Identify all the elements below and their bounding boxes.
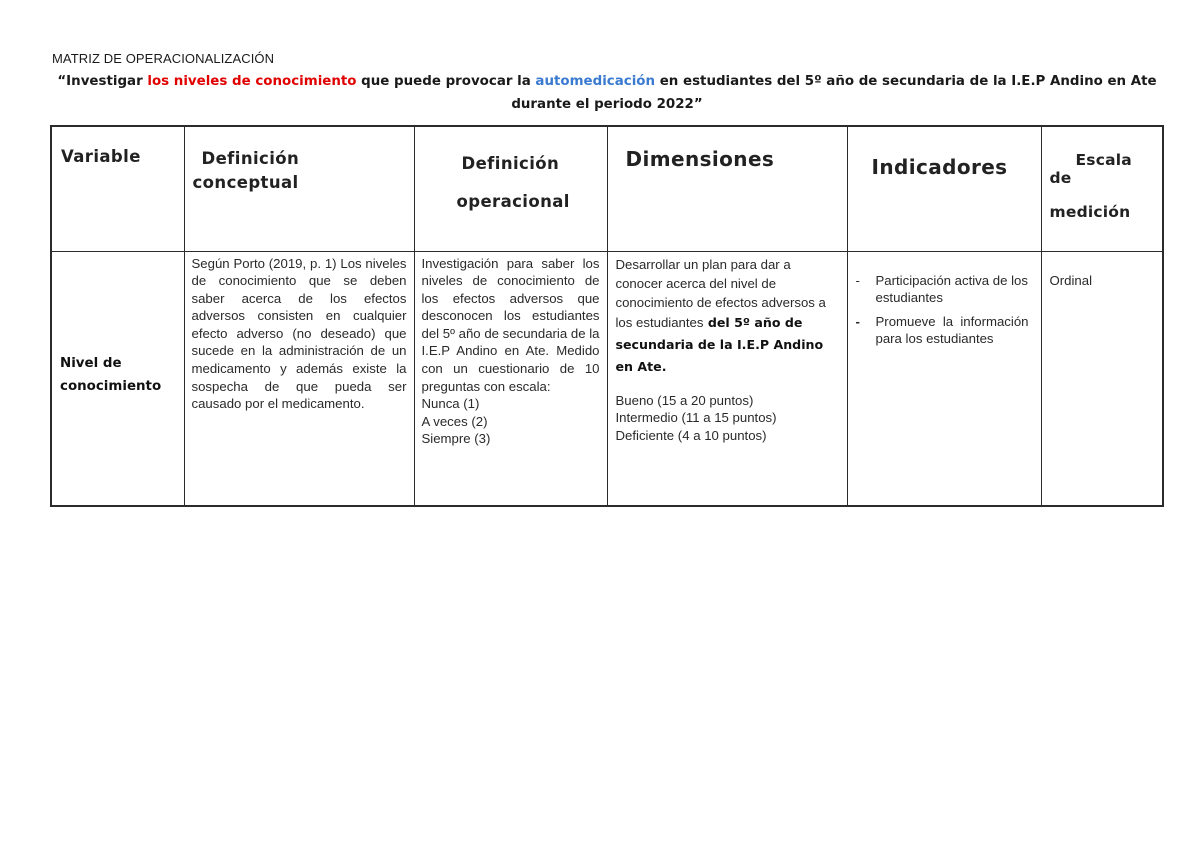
level-intermedio: Intermedio (11 a 15 puntos) — [615, 410, 777, 426]
cell-indicadores — [847, 251, 1041, 506]
cell-def-operacional — [414, 251, 607, 506]
table-row — [51, 251, 1163, 506]
dimensiones-content — [608, 252, 847, 445]
escala-value: Ordinal — [1049, 272, 1093, 288]
title-line-2: durante el periodo 2022” — [511, 97, 703, 112]
document-label: MATRIZ DE OPERACIONALIZACIÓN — [52, 51, 275, 66]
document-title — [52, 70, 1162, 116]
def-operacional-content — [415, 252, 607, 449]
header-def-operacional-line1: Definición — [461, 154, 560, 173]
dimensiones-bold: del 5º año de secundaria de la I.E.P Andino en Ate. — [615, 314, 824, 374]
header-escala-line1: Escala — [1075, 151, 1132, 169]
level-bueno: Bueno (15 a 20 puntos) — [615, 392, 754, 408]
title-highlight-blue: automedicación — [535, 74, 656, 89]
header-def-conceptual-line2: conceptual — [192, 173, 299, 192]
variable-name-line1: Nivel de — [60, 356, 122, 372]
title-text-2: que puede provocar la — [356, 74, 536, 89]
scale-option-2: A veces (2) — [421, 413, 488, 429]
indicator-dash: - — [855, 313, 860, 329]
header-dimensiones-label: Dimensiones — [625, 147, 775, 171]
header-indicadores — [847, 126, 1041, 251]
cell-escala — [1041, 251, 1163, 506]
def-operacional-text: Investigación para saber los niveles de conocimiento de los efectos adversos que desconocen los estudiantes del 5º año de secundaria de la I.E.P Andino en Ate. Medido con un cuestionario de 10 preguntas con escala: — [421, 255, 600, 394]
list-item — [856, 272, 1029, 307]
header-def-conceptual-label — [185, 127, 414, 195]
dimensiones-text — [616, 255, 840, 378]
cell-dimensiones — [607, 251, 847, 506]
operationalization-matrix — [50, 125, 1164, 507]
header-def-conceptual — [184, 126, 414, 251]
title-text-1: “Investigar — [57, 74, 148, 89]
header-def-operacional-label — [415, 127, 607, 176]
header-row — [51, 126, 1163, 251]
title-text-3: en estudiantes del 5º año de secundaria de la I.E.P Andino en Ate — [655, 74, 1157, 89]
cell-variable — [51, 251, 184, 506]
def-conceptual-text: Según Porto (2019, p. 1) Los niveles de conocimiento que se deben saber acerca de los efectos adversos consisten en cualquier efecto adverso (no deseado) que sucede en la administración de un medicamento y además existe la sospecha de que pueda ser causado por el medicamento. — [191, 255, 407, 412]
title-highlight-red: los niveles de conocimiento — [147, 74, 357, 89]
variable-name — [52, 352, 184, 404]
header-def-operacional-line2: operacional — [456, 192, 570, 211]
variable-name-line2: conocimiento — [60, 379, 162, 395]
header-def-operacional — [414, 126, 607, 251]
header-def-conceptual-line1: Definición — [201, 149, 300, 168]
indicadores-list — [848, 252, 1041, 348]
header-escala-label — [1042, 127, 1163, 221]
title-line-1 — [52, 70, 1162, 93]
indicator-text: Promueve la información para los estudiantes — [875, 313, 1029, 347]
indicator-dash: - — [855, 272, 860, 288]
header-escala-line2: de — [1049, 169, 1072, 187]
header-escala — [1041, 126, 1163, 251]
level-deficiente: Deficiente (4 a 10 puntos) — [615, 427, 767, 443]
list-item — [856, 313, 1029, 348]
header-escala-line3: medición — [1049, 203, 1131, 221]
dimensiones-plain: Desarrollar un plan para dar a conocer acerca del nivel de conocimiento de efectos adversos a los estudiantes — [615, 256, 826, 330]
indicator-text: Participación activa de los estudiantes — [875, 272, 1028, 306]
header-variable-label: Variable — [61, 147, 141, 166]
scale-option-3: Siempre (3) — [421, 431, 491, 447]
scale-option-1: Nunca (1) — [421, 396, 480, 412]
header-indicadores-label: Indicadores — [871, 155, 1008, 179]
cell-def-conceptual — [184, 251, 414, 506]
header-dimensiones — [607, 126, 847, 251]
header-variable — [51, 126, 184, 251]
